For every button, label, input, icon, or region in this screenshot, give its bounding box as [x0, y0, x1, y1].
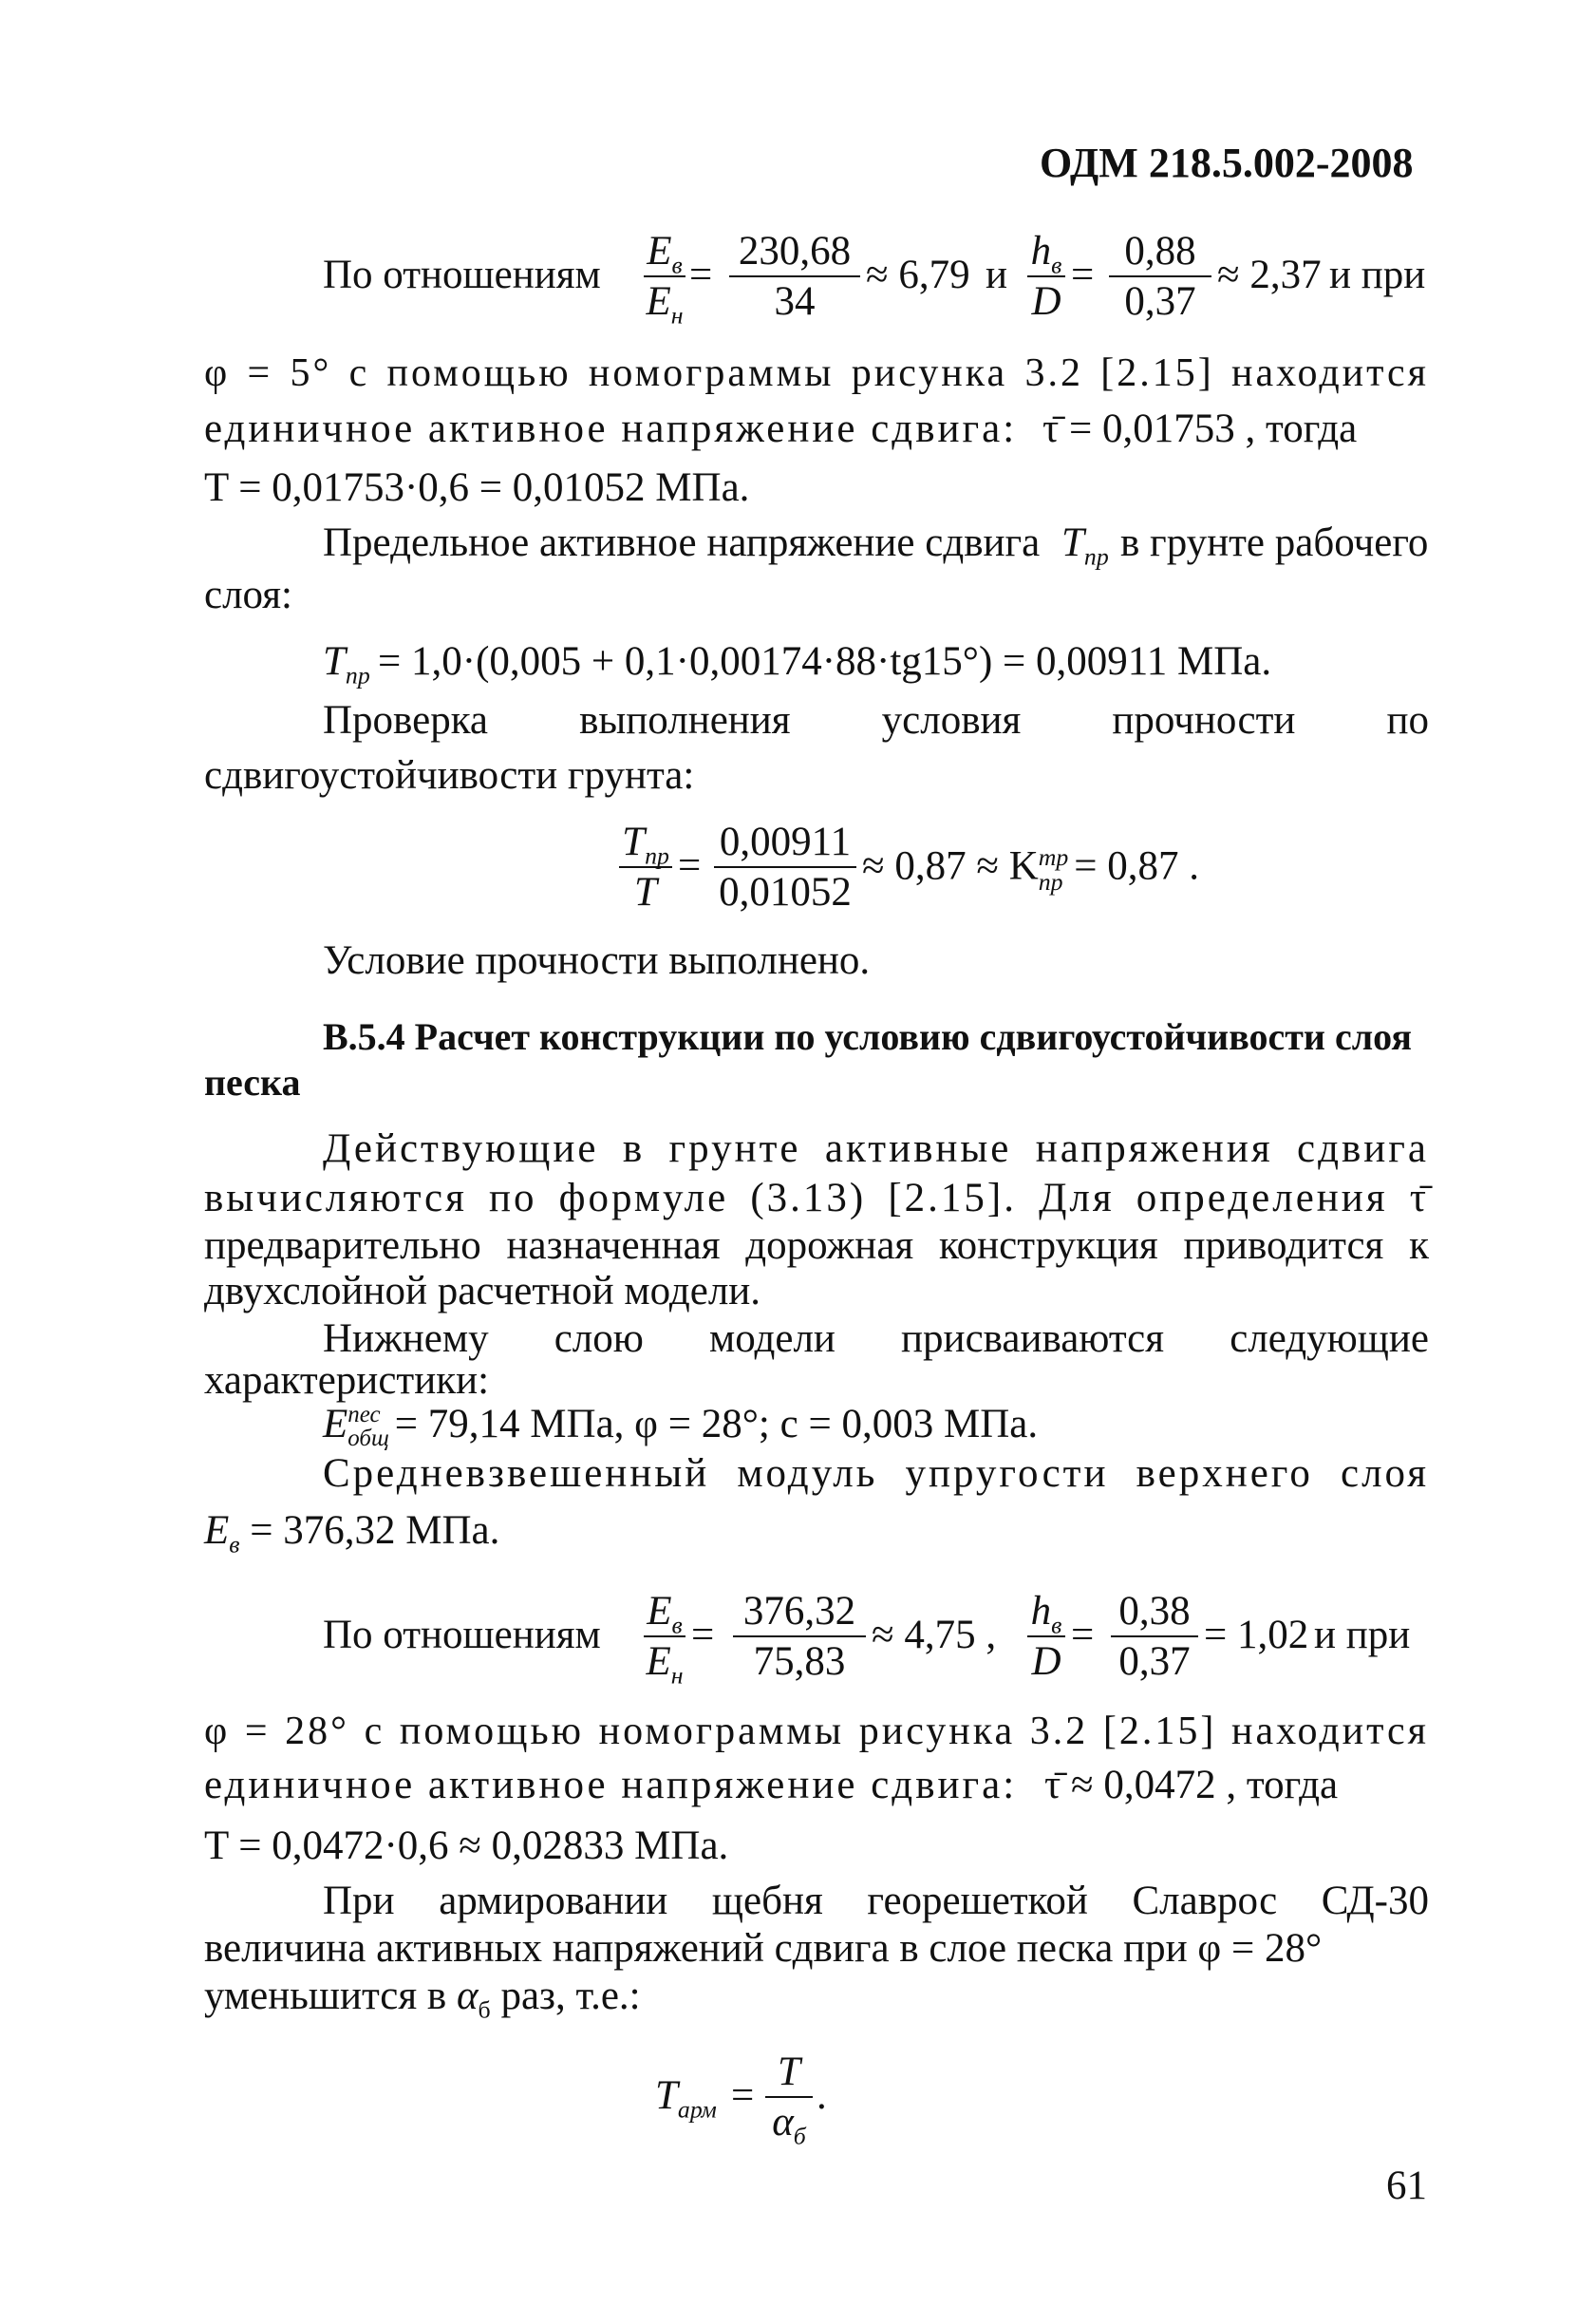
text-line: вычисляются по формуле (3.13) [2.15]. Для определения τ̄	[204, 1176, 1429, 1220]
check-ratio-values: 0,00911 0,01052	[714, 822, 856, 913]
text-line: При армировании щебня георешеткой Славрос СД-30	[323, 1879, 1429, 1923]
text-line: предварительно назначенная дорожная конструкция приводится к	[204, 1223, 1429, 1268]
formula-tpr: = 1,0·(0,005 + 0,1·0,00174·88·tg15°) = 0,00911 МПа.	[378, 639, 1272, 684]
formula-t: T = 0,01753·0,6 = 0,01052 МПа.	[204, 465, 750, 510]
ratio-hv-d-symbol-1: $h_в$ D	[1027, 231, 1065, 322]
page-number: 61	[1386, 2163, 1427, 2208]
text-line: φ = 28° с помощью номограммы рисунка 3.2 [2.15] находится	[204, 1710, 1429, 1753]
conclusion: Условие прочности выполнено.	[323, 938, 871, 983]
text-line: характеристики:	[204, 1358, 490, 1403]
conjunction: и	[986, 253, 1008, 297]
text-line: единичное активное напряжение сдвига:	[204, 406, 1018, 451]
text-line: φ = 5° с помощью номограммы рисунка 3.2 [2.15] находится	[204, 351, 1429, 395]
ratio-result-3: ≈ 4,75 ,	[872, 1613, 997, 1657]
tau-value: τ̄ = 0,01753 , тогда	[1042, 406, 1358, 451]
tpr-symbol: $T_{пр}$	[1061, 520, 1109, 571]
ratio-tail: и при	[1314, 1613, 1411, 1657]
text-line: единичное активное напряжение сдвига:	[204, 1763, 1018, 1807]
formula-t: T = 0,0472·0,6 ≈ 0,02833 МПа.	[204, 1823, 729, 1868]
text-line: сдвигоустойчивости грунта:	[204, 753, 695, 798]
ratio-values-1: 230,68 34	[729, 231, 860, 322]
text-line: Предельное активное напряжение сдвига	[323, 520, 1041, 565]
text-line: в грунте рабочего	[1120, 520, 1429, 565]
ratio-ev-en-symbol-1: $Е_в$ $Е_н$	[644, 231, 685, 322]
text-line: уменьшится в $\alpha_б$ раз, т.е.:	[204, 1974, 641, 2024]
text-line: Нижнему слою модели присваиваются следующие	[323, 1316, 1429, 1361]
text-line: двухслойной расчетной модели.	[204, 1269, 761, 1313]
tarm-symbol: $T_{арм}$	[655, 2073, 717, 2124]
check-result: ≈ 0,87 ≈ K тр пр = 0,87 .	[862, 843, 1200, 896]
ratio-values-3: 376,32 75,83	[733, 1591, 866, 1682]
document-code: ОДМ 218.5.002-2008	[1040, 140, 1414, 186]
equals-sign: =	[691, 1613, 715, 1657]
ratio-intro-1: По отношениям	[323, 253, 601, 297]
ratio-hv-d-symbol-2: $h_в$ D	[1027, 1591, 1065, 1682]
tpr-symbol: $T_{пр}$	[323, 639, 370, 690]
ratio-result-4: = 1,02	[1204, 1613, 1309, 1657]
ratio-intro-2: По отношениям	[323, 1613, 601, 1657]
text-line: величина активных напряжений сдвига в слое песка при φ = 28°	[204, 1926, 1323, 1971]
ratio-values-4: 0,38 0,37	[1111, 1591, 1198, 1682]
ratio-result-2: ≈ 2,37	[1217, 253, 1322, 297]
tarm-fraction: T $\alpha_б$	[765, 2051, 813, 2143]
text-line: Действующие в грунте активные напряжения сдвига	[323, 1126, 1429, 1171]
sand-modulus-line: Е пес общ = 79,14 МПа, φ = 28°; c = 0,003 МПа.	[323, 1402, 1039, 1452]
text-line: Средневзвешенный модуль упругости верхнего слоя	[323, 1451, 1429, 1496]
section-heading-cont: песка	[204, 1061, 301, 1104]
equals-sign: =	[678, 843, 702, 888]
equals-sign: =	[731, 2073, 755, 2118]
text-line: слоя:	[204, 573, 292, 617]
equals-sign: =	[1071, 1613, 1095, 1657]
final-period: .	[817, 2073, 827, 2118]
equals-sign: =	[1071, 253, 1095, 297]
section-heading: В.5.4 Расчет конструкции по условию сдвигоустойчивости слоя	[323, 1015, 1413, 1058]
ratio-tail: и при	[1329, 253, 1426, 297]
upper-modulus-line: $Е_в = 376,32$ МПа.	[204, 1508, 500, 1559]
ratio-ev-en-symbol-2: $Е_в$ $Е_н$	[644, 1591, 685, 1682]
check-line: Проверка выполнения условия прочности по	[323, 698, 1429, 743]
ratio-values-2: 0,88 0,37	[1109, 231, 1211, 322]
equals-sign: =	[689, 253, 713, 297]
ratio-result-1: ≈ 6,79	[866, 253, 970, 297]
check-ratio-symbol: $T_{пр}$ T	[619, 822, 672, 913]
tau-value: τ̄ ≈ 0,0472 , тогда	[1044, 1763, 1339, 1807]
